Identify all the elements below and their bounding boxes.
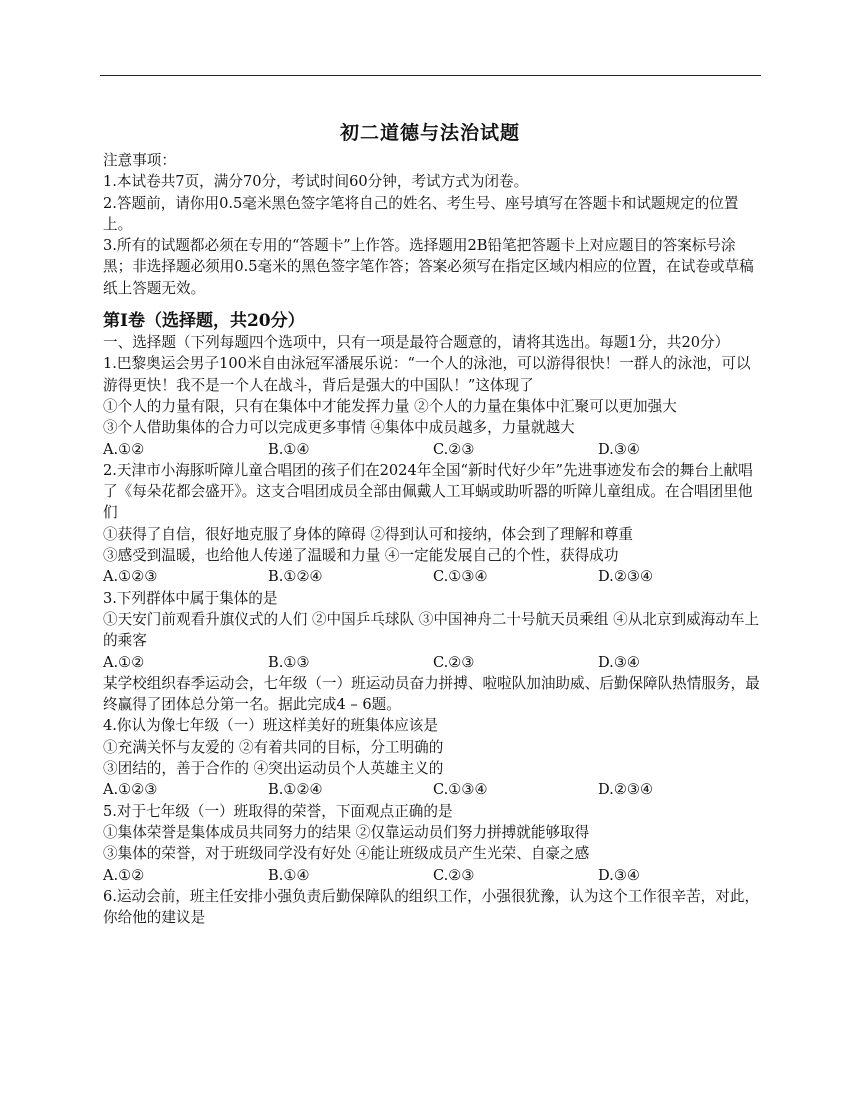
section-instruction: 一、选择题（下列每题四个选项中，只有一项是最符合题意的，请将其选出。每题1分，共20分） bbox=[103, 334, 730, 352]
answer-options bbox=[103, 566, 763, 587]
exam-body bbox=[103, 150, 763, 928]
question-statement: ③个人借助集体的合力可以完成更多事情 ④集体中成员越多，力量就越大 bbox=[103, 419, 575, 437]
option-a: A.①②③ bbox=[103, 568, 158, 586]
option-a: A.①② bbox=[103, 866, 145, 884]
notes-line: 1.本试卷共7页，满分70分，考试时间60分钟，考试方式为闭卷。 bbox=[103, 173, 529, 191]
option-c: C.②③ bbox=[433, 440, 475, 458]
option-b: B.①④ bbox=[268, 866, 310, 884]
question-statement: ①个人的力量有限，只有在集体中才能发挥力量 ②个人的力量在集体中汇聚可以更加强大 bbox=[103, 397, 677, 415]
answer-options bbox=[103, 779, 763, 800]
question-stem: 4.你认为像七年级（一）班这样美好的班集体应该是 bbox=[103, 717, 438, 735]
header-rule bbox=[100, 75, 761, 76]
question-stem: 6.运动会前，班主任安排小强负责后勤保障队的组织工作，小强很犹豫，认为这个工作很辛苦，对此，你给他的建议是 bbox=[103, 887, 760, 927]
option-d: D.③④ bbox=[598, 653, 640, 671]
question-stem: 5.对于七年级（一）班取得的荣誉，下面观点正确的是 bbox=[103, 802, 453, 820]
notes-line: 3.所有的试题都必须在专用的“答题卡”上作答。选择题用2B铅笔把答题卡上对应题目的答案标号涂黑；非选择题必须用0.5毫米的黑色签字笔作答；答案必须写在指定区域内相应的位置，在试卷或草稿纸上答题无效。 bbox=[103, 237, 754, 297]
answer-options bbox=[103, 652, 763, 673]
question-statement: ③集体的荣誉，对于班级同学没有好处 ④能让班级成员产生光荣、自豪之感 bbox=[103, 845, 590, 863]
option-d: D.②③④ bbox=[598, 781, 654, 799]
question-stem: 1.巴黎奥运会男子100米自由泳冠军潘展乐说：“一个人的泳池，可以游得很快！一群人的泳池，可以游得更快！我不是一个人在战斗，背后是强大的中国队！”这体现了 bbox=[103, 355, 751, 394]
option-c: C.②③ bbox=[433, 653, 475, 671]
material-passage: 某学校组织春季运动会，七年级（一）班运动员奋力拼搏、啦啦队加油助威、后勤保障队热情服务，最终赢得了团体总分第一名。据此完成4 – 6题。 bbox=[103, 674, 760, 714]
option-a: A.①② bbox=[103, 440, 145, 458]
notes-line: 2.答题前，请你用0.5毫米黑色签字笔将自己的姓名、考生号、座号填写在答题卡和试题规定的位置上。 bbox=[103, 194, 739, 233]
question-statement: ③感受到温暖，也给他人传递了温暖和力量 ④一定能发展自己的个性，获得成功 bbox=[103, 547, 619, 565]
exam-title: 初二道德与法治试题 bbox=[339, 122, 520, 144]
option-a: A.①②③ bbox=[103, 781, 158, 799]
question-statement: ①获得了自信，很好地克服了身体的障碍 ②得到认可和接纳，体会到了理解和尊重 bbox=[103, 525, 634, 543]
question-statement: ①集体荣誉是集体成员共同努力的结果 ②仅靠运动员们努力拼搏就能够取得 bbox=[103, 823, 590, 841]
option-b: B.①③ bbox=[268, 653, 310, 671]
answer-options bbox=[103, 865, 763, 886]
option-d: D.③④ bbox=[598, 440, 640, 458]
option-c: C.①③④ bbox=[433, 781, 488, 799]
option-c: C.①③④ bbox=[433, 568, 488, 586]
option-a: A.①② bbox=[103, 653, 145, 671]
question-stem: 3.下列群体中属于集体的是 bbox=[103, 589, 278, 607]
option-d: D.③④ bbox=[598, 866, 640, 884]
question-statement: ③团结的，善于合作的 ④突出运动员个人英雄主义的 bbox=[103, 760, 444, 778]
option-c: C.②③ bbox=[433, 866, 475, 884]
question-statement: ①天安门前观看升旗仪式的人们 ②中国乒乓球队 ③中国神舟二十号航天员乘组 ④从北京到威海动车上的乘客 bbox=[103, 610, 760, 650]
option-b: B.①②④ bbox=[268, 781, 323, 799]
option-b: B.①④ bbox=[268, 440, 310, 458]
question-statement: ①充满关怀与友爱的 ②有着共同的目标，分工明确的 bbox=[103, 738, 444, 756]
option-b: B.①②④ bbox=[268, 568, 323, 586]
option-d: D.②③④ bbox=[598, 568, 654, 586]
section-title: 第Ⅰ卷（选择题，共20分） bbox=[103, 311, 305, 332]
answer-options bbox=[103, 439, 763, 460]
question-stem: 2.天津市小海豚听障儿童合唱团的孩子们在2024年全国“新时代好少年”先进事迹发布会的舞台上献唱了《每朵花都会盛开》。这支合唱团成员全部由佩戴人工耳蜗或助听器的听障儿童组成。在合唱团里他们 bbox=[103, 461, 753, 522]
notes-heading: 注意事项： bbox=[103, 152, 176, 169]
